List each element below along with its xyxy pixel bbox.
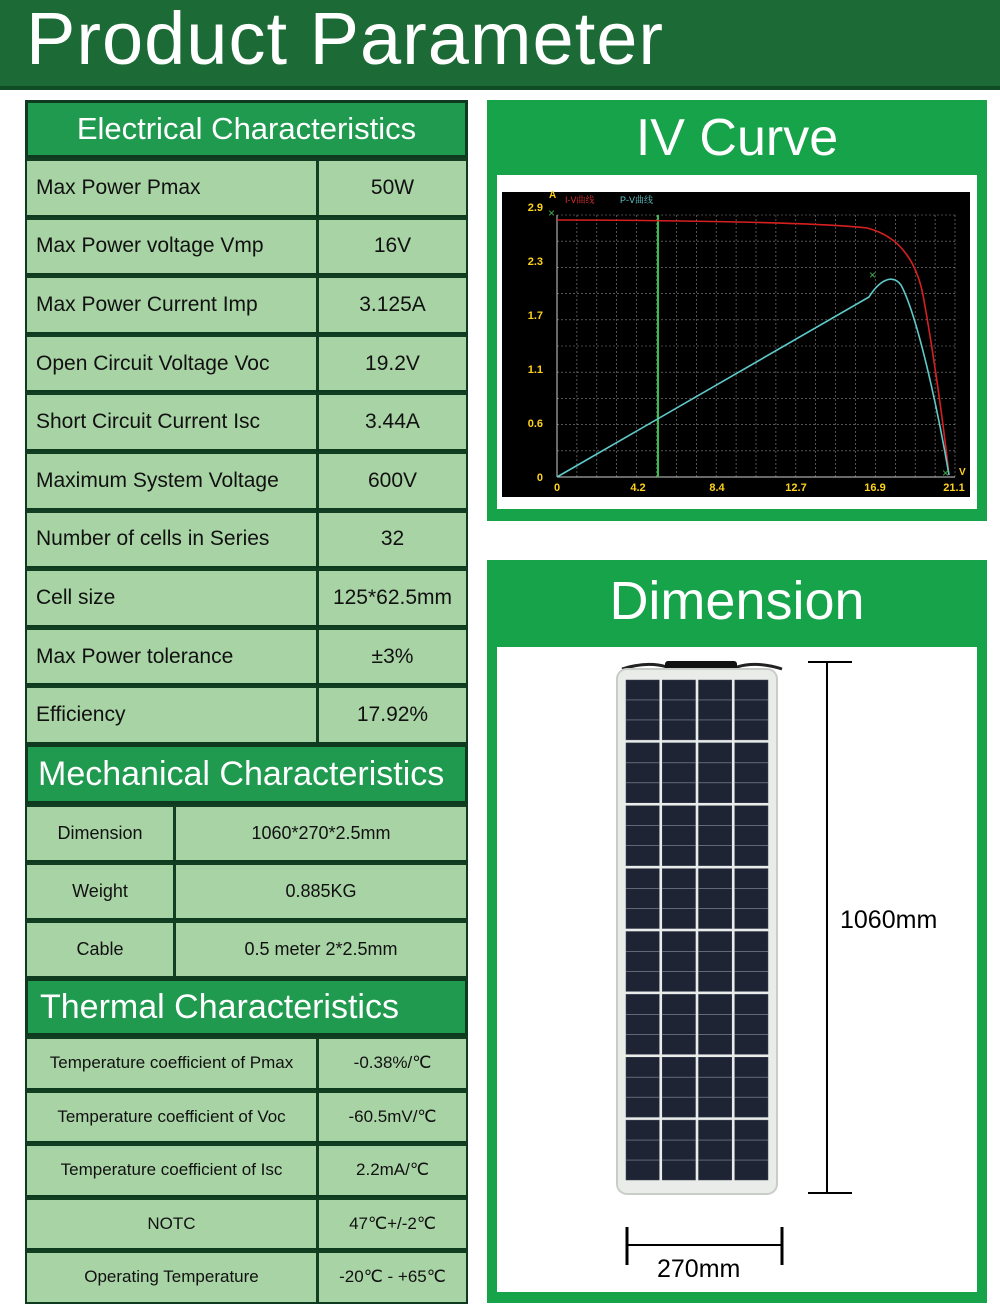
thermal-row (25, 1197, 468, 1251)
dimension-panel (487, 560, 987, 1303)
thermal-value: -0.38%/℃ (316, 1036, 466, 1088)
electrical-label: Max Power Current Imp (27, 275, 316, 332)
x-tick-label: 8.4 (709, 482, 725, 494)
solar-cell (735, 806, 768, 866)
electrical-value: 3.44A (316, 392, 466, 449)
solar-cell (626, 806, 659, 866)
electrical-label: Max Power tolerance (27, 627, 316, 684)
y-tick-label: 2.3 (527, 256, 543, 268)
mechanical-value: 1060*270*2.5mm (173, 804, 466, 860)
mechanical-heading (25, 744, 468, 804)
electrical-value: 125*62.5mm (316, 568, 466, 625)
solar-cell (735, 1057, 768, 1117)
y-unit-label: A (549, 190, 557, 201)
electrical-value: ±3% (316, 627, 466, 684)
thermal-label: Temperature coefficient of Isc (27, 1143, 316, 1195)
solar-cell (699, 1120, 732, 1180)
mechanical-label: Weight (27, 862, 173, 918)
electrical-row (25, 685, 468, 744)
thermal-label: Temperature coefficient of Pmax (27, 1036, 316, 1088)
dimension-heading: Dimension (609, 571, 865, 631)
electrical-label: Number of cells in Series (27, 510, 316, 567)
solar-cell (699, 994, 732, 1054)
mechanical-row (25, 804, 468, 862)
electrical-row (25, 275, 468, 334)
solar-cell (735, 932, 768, 992)
solar-cell (699, 932, 732, 992)
electrical-label: Cell size (27, 568, 316, 625)
solar-cell (699, 806, 732, 866)
x-tick-label: 12.7 (785, 482, 807, 494)
pv-legend-label: P-V曲线 (620, 195, 654, 205)
solar-cell (626, 1057, 659, 1117)
thermal-row (25, 1250, 468, 1304)
electrical-label: Open Circuit Voltage Voc (27, 334, 316, 391)
thermal-value: -60.5mV/℃ (316, 1090, 466, 1142)
mechanical-label: Cable (27, 920, 173, 976)
electrical-row (25, 451, 468, 510)
iv-legend-label: I-V曲线 (565, 195, 595, 205)
solar-cell (735, 1120, 768, 1180)
thermal-label: Temperature coefficient of Voc (27, 1090, 316, 1142)
iv-chart (497, 175, 977, 509)
thermal-heading (25, 978, 468, 1036)
iv-chart-frame (497, 175, 977, 509)
thermal-row (25, 1036, 468, 1090)
thermal-label: Operating Temperature (27, 1250, 316, 1302)
electrical-heading-text: Electrical Characteristics (76, 111, 417, 146)
x-tick-label: 21.1 (943, 482, 965, 494)
electrical-value: 3.125A (316, 275, 466, 332)
x-tick-label: 16.9 (864, 482, 886, 494)
thermal-value: 2.2mA/℃ (316, 1143, 466, 1195)
solar-cell (626, 680, 659, 740)
electrical-value: 50W (316, 158, 466, 215)
curve-marker: × (869, 268, 877, 282)
thermal-label: NOTC (27, 1197, 316, 1249)
electrical-value: 16V (316, 217, 466, 274)
iv-curve-heading: IV Curve (635, 109, 839, 167)
iv-curve-panel (487, 100, 987, 521)
solar-cell (626, 743, 659, 803)
electrical-row (25, 392, 468, 451)
y-tick-label: 1.1 (527, 364, 543, 376)
mechanical-label: Dimension (27, 804, 173, 860)
mechanical-heading-text: Mechanical Characteristics (38, 754, 445, 793)
x-unit-label: V (959, 467, 966, 478)
solar-cell (699, 869, 732, 929)
mechanical-row (25, 862, 468, 920)
height-label: 1060mm (840, 906, 938, 934)
solar-cell (662, 680, 695, 740)
dimension-frame (497, 647, 977, 1292)
solar-cell (662, 869, 695, 929)
electrical-value: 19.2V (316, 334, 466, 391)
x-tick-label: 0 (553, 482, 561, 494)
solar-cell (735, 869, 768, 929)
solar-cell (626, 932, 659, 992)
thermal-value: -20℃ - +65℃ (316, 1250, 466, 1302)
solar-cell (662, 1120, 695, 1180)
dimension-drawing (497, 647, 977, 1292)
electrical-row (25, 217, 468, 276)
y-tick-label: 1.7 (527, 310, 543, 322)
electrical-label: Max Power Pmax (27, 158, 316, 215)
electrical-row (25, 334, 468, 393)
electrical-label: Short Circuit Current Isc (27, 392, 316, 449)
thermal-value: 47℃+/-2℃ (316, 1197, 466, 1249)
curve-marker: × (942, 466, 950, 480)
electrical-value: 17.92% (316, 685, 466, 742)
thermal-heading-text: Thermal Characteristics (40, 987, 399, 1026)
electrical-label: Efficiency (27, 685, 316, 742)
y-tick-label: 2.9 (527, 202, 543, 214)
electrical-row (25, 510, 468, 569)
solar-cell (699, 680, 732, 740)
x-tick-label: 4.2 (630, 482, 646, 494)
electrical-label: Maximum System Voltage (27, 451, 316, 508)
thermal-row (25, 1143, 468, 1197)
electrical-value: 600V (316, 451, 466, 508)
thermal-row (25, 1090, 468, 1144)
electrical-heading (25, 100, 468, 158)
electrical-row (25, 158, 468, 217)
solar-cell (626, 1120, 659, 1180)
solar-cell (735, 994, 768, 1054)
solar-cell (662, 1057, 695, 1117)
solar-cell (626, 869, 659, 929)
mechanical-value: 0.885KG (173, 862, 466, 918)
y-tick-label: 0 (536, 472, 543, 484)
mechanical-row (25, 920, 468, 978)
page-title: Product Parameter (26, 0, 665, 80)
solar-cell (662, 994, 695, 1054)
solar-cell (626, 994, 659, 1054)
solar-cell (662, 806, 695, 866)
solar-cell (699, 743, 732, 803)
solar-cell (735, 743, 768, 803)
solar-cell (662, 743, 695, 803)
solar-cell (662, 932, 695, 992)
title-banner (0, 0, 1000, 90)
solar-cell (699, 1057, 732, 1117)
mechanical-value: 0.5 meter 2*2.5mm (173, 920, 466, 976)
curve-marker: × (548, 206, 556, 220)
y-tick-label: 0.6 (527, 418, 543, 430)
width-label: 270mm (657, 1255, 741, 1283)
electrical-value: 32 (316, 510, 466, 567)
spec-table (25, 100, 468, 1302)
electrical-label: Max Power voltage Vmp (27, 217, 316, 274)
solar-cell (735, 680, 768, 740)
electrical-row (25, 627, 468, 686)
electrical-row (25, 568, 468, 627)
